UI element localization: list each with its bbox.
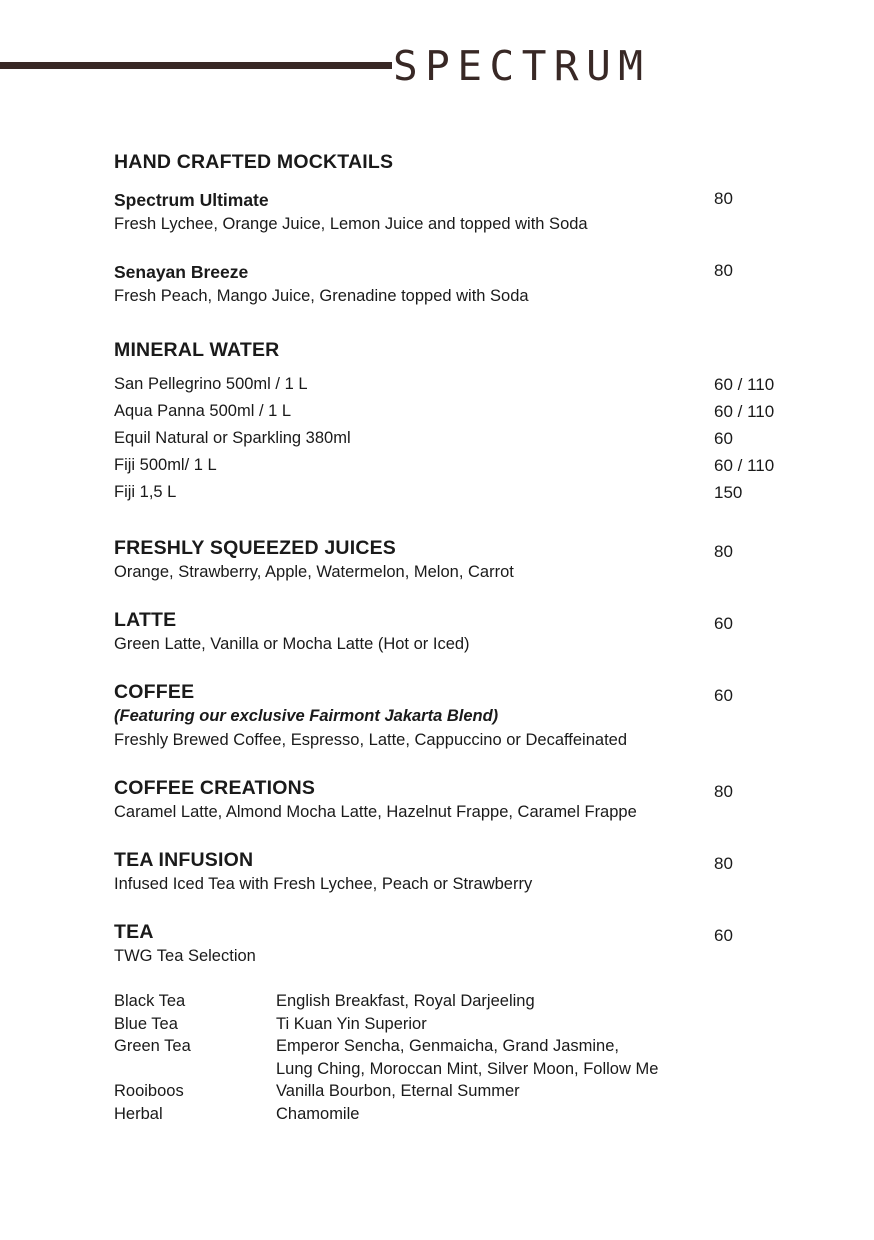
list-item: [114, 398, 775, 425]
list-item-label: Fiji 500ml/ 1 L: [114, 456, 217, 474]
section-freshly-squeezed-juices: [114, 536, 760, 584]
list-item-price: 60 / 110: [714, 402, 775, 421]
list-item-label: Equil Natural or Sparkling 380ml: [114, 429, 351, 447]
list-item: [114, 425, 760, 452]
list-item: [114, 371, 775, 398]
section-title: LATTE: [114, 609, 177, 631]
tea-varieties: [276, 1103, 760, 1126]
list-item-label: Fiji 1,5 L: [114, 483, 177, 501]
section-price: 60: [714, 686, 733, 705]
tea-varieties-line: Chamomile: [276, 1104, 360, 1123]
tea-variety-table: [114, 990, 760, 1125]
section-coffee: [114, 680, 760, 752]
section-tea-infusion: [114, 848, 760, 896]
section-description: TWG Tea Selection: [114, 947, 256, 965]
tea-varieties-line: English Breakfast, Royal Darjeeling: [276, 992, 535, 1010]
brand-wordmark: SPECTRUM: [393, 42, 651, 90]
section-note: (Featuring our exclusive Fairmont Jakarta Blend): [114, 707, 499, 725]
tea-kind: Herbal: [114, 1104, 163, 1123]
tea-varieties-line: Lung Ching, Moroccan Mint, Silver Moon, Follow Me: [276, 1059, 659, 1078]
item-description: Fresh Peach, Mango Juice, Grenadine topped with Soda: [114, 287, 529, 305]
tea-varieties-line: Ti Kuan Yin Superior: [276, 1014, 427, 1033]
masthead: [0, 38, 874, 104]
item-description: Fresh Lychee, Orange Juice, Lemon Juice and topped with Soda: [114, 215, 588, 233]
list-item: [114, 452, 775, 479]
section-description: Infused Iced Tea with Fresh Lychee, Peach or Strawberry: [114, 875, 533, 893]
item-name: Senayan Breeze: [114, 262, 249, 282]
list-item-price: 60 / 110: [714, 375, 775, 394]
list-item-price: 150: [714, 483, 743, 502]
section-title: TEA INFUSION: [114, 849, 254, 871]
item-price: 80: [714, 261, 733, 280]
section-mineral-water: [114, 338, 775, 506]
tea-varieties: [276, 1035, 760, 1080]
section-description: Green Latte, Vanilla or Mocha Latte (Hot or Iced): [114, 635, 470, 653]
list-item-label: Aqua Panna 500ml / 1 L: [114, 402, 292, 420]
section-title: MINERAL WATER: [114, 339, 280, 361]
tea-varieties-line: Emperor Sencha, Genmaicha, Grand Jasmine,: [276, 1037, 619, 1055]
item-name: Spectrum Ultimate: [114, 190, 269, 210]
section-description: Freshly Brewed Coffee, Espresso, Latte, Cappuccino or Decaffeinated: [114, 731, 628, 749]
tea-varieties: [276, 1080, 760, 1103]
table-row: [114, 990, 760, 1013]
table-row: [114, 1035, 760, 1080]
tea-varieties: [276, 1013, 760, 1036]
section-price: 80: [714, 542, 733, 561]
tea-varieties-line: Vanilla Bourbon, Eternal Summer: [276, 1082, 520, 1100]
menu-body: [114, 150, 775, 1125]
section-title: COFFEE CREATIONS: [114, 777, 316, 799]
tea-varieties: [276, 990, 760, 1013]
tea-kind: Black Tea: [114, 992, 186, 1010]
list-item-label: San Pellegrino 500ml / 1 L: [114, 375, 308, 393]
section-price: 80: [714, 854, 733, 873]
tea-kind: Blue Tea: [114, 1014, 178, 1033]
table-row: [114, 1103, 760, 1126]
section-price: 80: [714, 782, 733, 801]
table-row: [114, 1080, 760, 1103]
section-price: 60: [714, 614, 733, 633]
section-price: 60: [714, 926, 733, 945]
list-item-price: 60: [714, 429, 733, 448]
section-latte: [114, 608, 760, 656]
menu-item: [114, 188, 760, 236]
section-description: Orange, Strawberry, Apple, Watermelon, Melon, Carrot: [114, 563, 514, 581]
table-row: [114, 1013, 760, 1036]
section-description: Caramel Latte, Almond Mocha Latte, Hazelnut Frappe, Caramel Frappe: [114, 803, 637, 821]
section-title: TEA: [114, 921, 154, 943]
section-hand-crafted-mocktails: [114, 150, 760, 308]
list-item-price: 60 / 110: [714, 456, 775, 475]
section-tea: [114, 920, 760, 1125]
menu-item: [114, 260, 760, 308]
list-item: [114, 479, 760, 506]
tea-kind: Rooiboos: [114, 1082, 184, 1100]
section-coffee-creations: [114, 776, 760, 824]
section-title: COFFEE: [114, 681, 195, 703]
masthead-rule: [0, 62, 392, 69]
section-title: HAND CRAFTED MOCKTAILS: [114, 151, 394, 173]
tea-kind: Green Tea: [114, 1037, 191, 1055]
section-title: FRESHLY SQUEEZED JUICES: [114, 537, 397, 559]
item-price: 80: [714, 189, 733, 208]
